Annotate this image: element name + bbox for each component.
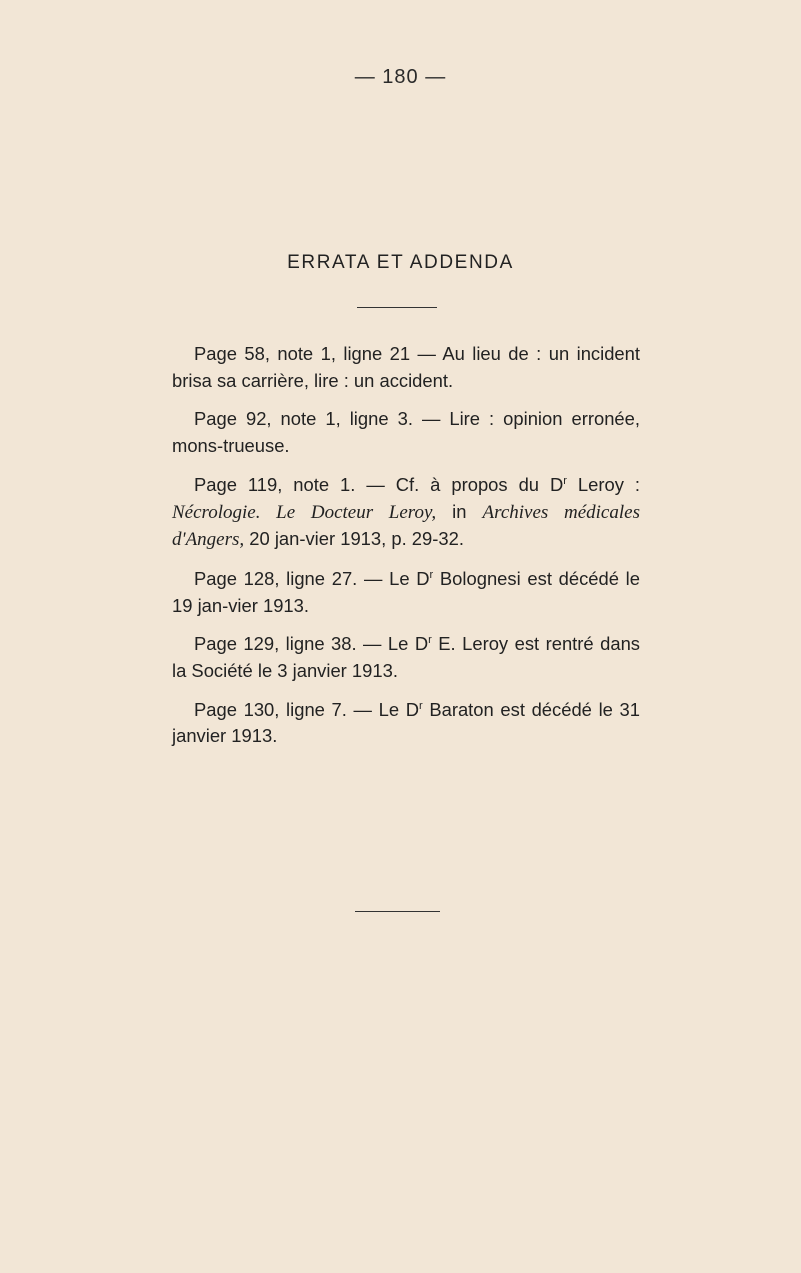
errata-entry: Page 92, note 1, ligne 3. — Lire : opinion erronée, mons-trueuse. (172, 408, 640, 457)
entry-text: in (436, 500, 483, 522)
superscript: r (419, 699, 423, 712)
entry-text: Page 129, ligne 38. — Le D (194, 633, 429, 655)
superscript: r (429, 568, 434, 581)
errata-list (172, 341, 640, 762)
errata-entry (172, 697, 640, 750)
entry-text: 20 jan-vier 1913, p. 29-32. (244, 528, 464, 550)
italic-title: Nécrologie. Le Docteur Leroy, (172, 501, 437, 523)
superscript: r (563, 474, 567, 487)
entry-text: E. Leroy est rentré dans la Société le 3 janvier 1913. (172, 633, 640, 682)
entry-text: Leroy : (566, 473, 640, 495)
entry-text: Page 128, ligne 27. — Le D (194, 567, 430, 589)
closing-divider (355, 911, 440, 912)
entry-text: Baraton est décédé le 31 janvier 1913. (172, 698, 640, 747)
entry-text: Bolognesi est décédé le 19 jan-vier 1913. (172, 567, 640, 616)
entry-text: Page 119, note 1. — Cf. à propos du D (194, 473, 564, 495)
page-title: ERRATA ET ADDENDA (287, 252, 514, 273)
errata-entry (172, 566, 640, 619)
italic-journal: Archives médicales d'Angers, (172, 501, 640, 551)
title-divider (357, 307, 437, 308)
errata-entry: Page 58, note 1, ligne 21 — Au lieu de : un incident brisa sa carrière, lire : un accident. (172, 343, 640, 391)
errata-entry (172, 631, 640, 684)
entry-text: Page 130, ligne 7. — Le D (194, 698, 419, 720)
superscript: r (428, 634, 432, 647)
page-number: — 180 — (354, 66, 447, 88)
errata-entry (172, 472, 640, 554)
